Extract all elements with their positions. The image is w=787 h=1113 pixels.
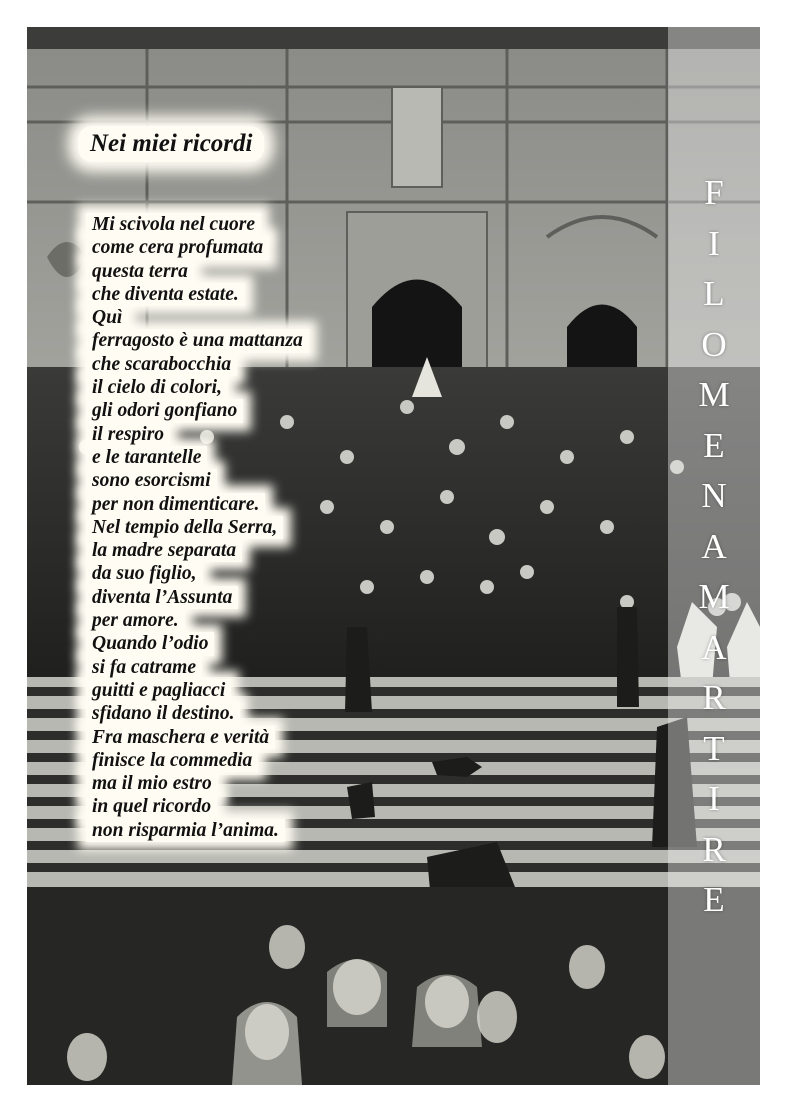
poem-line: il cielo di colori,: [86, 376, 228, 399]
poem-title: Nei miei ricordi: [78, 126, 264, 162]
poem-line: il respiro: [86, 423, 170, 446]
poem-line: Nel tempio della Serra,: [86, 516, 283, 539]
author-letter: O: [701, 324, 727, 364]
author-letter: E: [703, 425, 725, 465]
poem-line: questa terra: [86, 260, 194, 283]
author-letter: E: [703, 880, 725, 919]
poem-line: gli odori gonfiano: [86, 399, 243, 422]
author-letter: A: [701, 627, 727, 667]
poem-line: sono esorcismi: [86, 469, 217, 492]
poem-line: che diventa estate.: [86, 283, 245, 306]
poem-line: per amore.: [86, 609, 185, 632]
author-name: [668, 168, 760, 926]
poem-line: Mi scivola nel cuore: [86, 213, 261, 236]
poem-line: ma il mio estro: [86, 772, 218, 795]
poem-text: [92, 213, 309, 842]
poem-line: come cera profumata: [86, 236, 269, 259]
poem-line: in quel ricordo: [86, 795, 217, 818]
poem-line: sfidano il destino.: [86, 702, 240, 725]
author-letter: R: [702, 829, 726, 869]
poem-line: non risparmia l’anima.: [86, 819, 285, 842]
poem-line: e le tarantelle: [86, 446, 207, 469]
poem-line: la madre separata: [86, 539, 242, 562]
poem-line: finisce la commedia: [86, 749, 258, 772]
poem-line: Quì: [86, 306, 128, 329]
author-letter: R: [702, 678, 726, 717]
poem-line: che scarabocchia: [86, 353, 237, 376]
author-letter: A: [701, 526, 727, 566]
poem-line: si fa catrame: [86, 656, 202, 679]
poem-line: per non dimenticare.: [86, 493, 265, 516]
poem-line: da suo figlio,: [86, 562, 203, 585]
poem-line: diventa l’Assunta: [86, 586, 238, 609]
author-letter: F: [704, 173, 724, 212]
poem-line: guitti e pagliacci: [86, 679, 231, 702]
author-letter: M: [698, 375, 730, 414]
author-letter: M: [698, 577, 730, 616]
poem-line: ferragosto è una mattanza: [86, 329, 309, 352]
author-letter: T: [703, 728, 725, 768]
author-letter: L: [703, 274, 725, 313]
author-letter: N: [701, 476, 727, 515]
poem-line: Quando l’odio: [86, 632, 214, 655]
author-letter: I: [708, 779, 720, 818]
author-letter: I: [708, 223, 720, 263]
poem-line: Fra maschera e verità: [86, 726, 275, 749]
